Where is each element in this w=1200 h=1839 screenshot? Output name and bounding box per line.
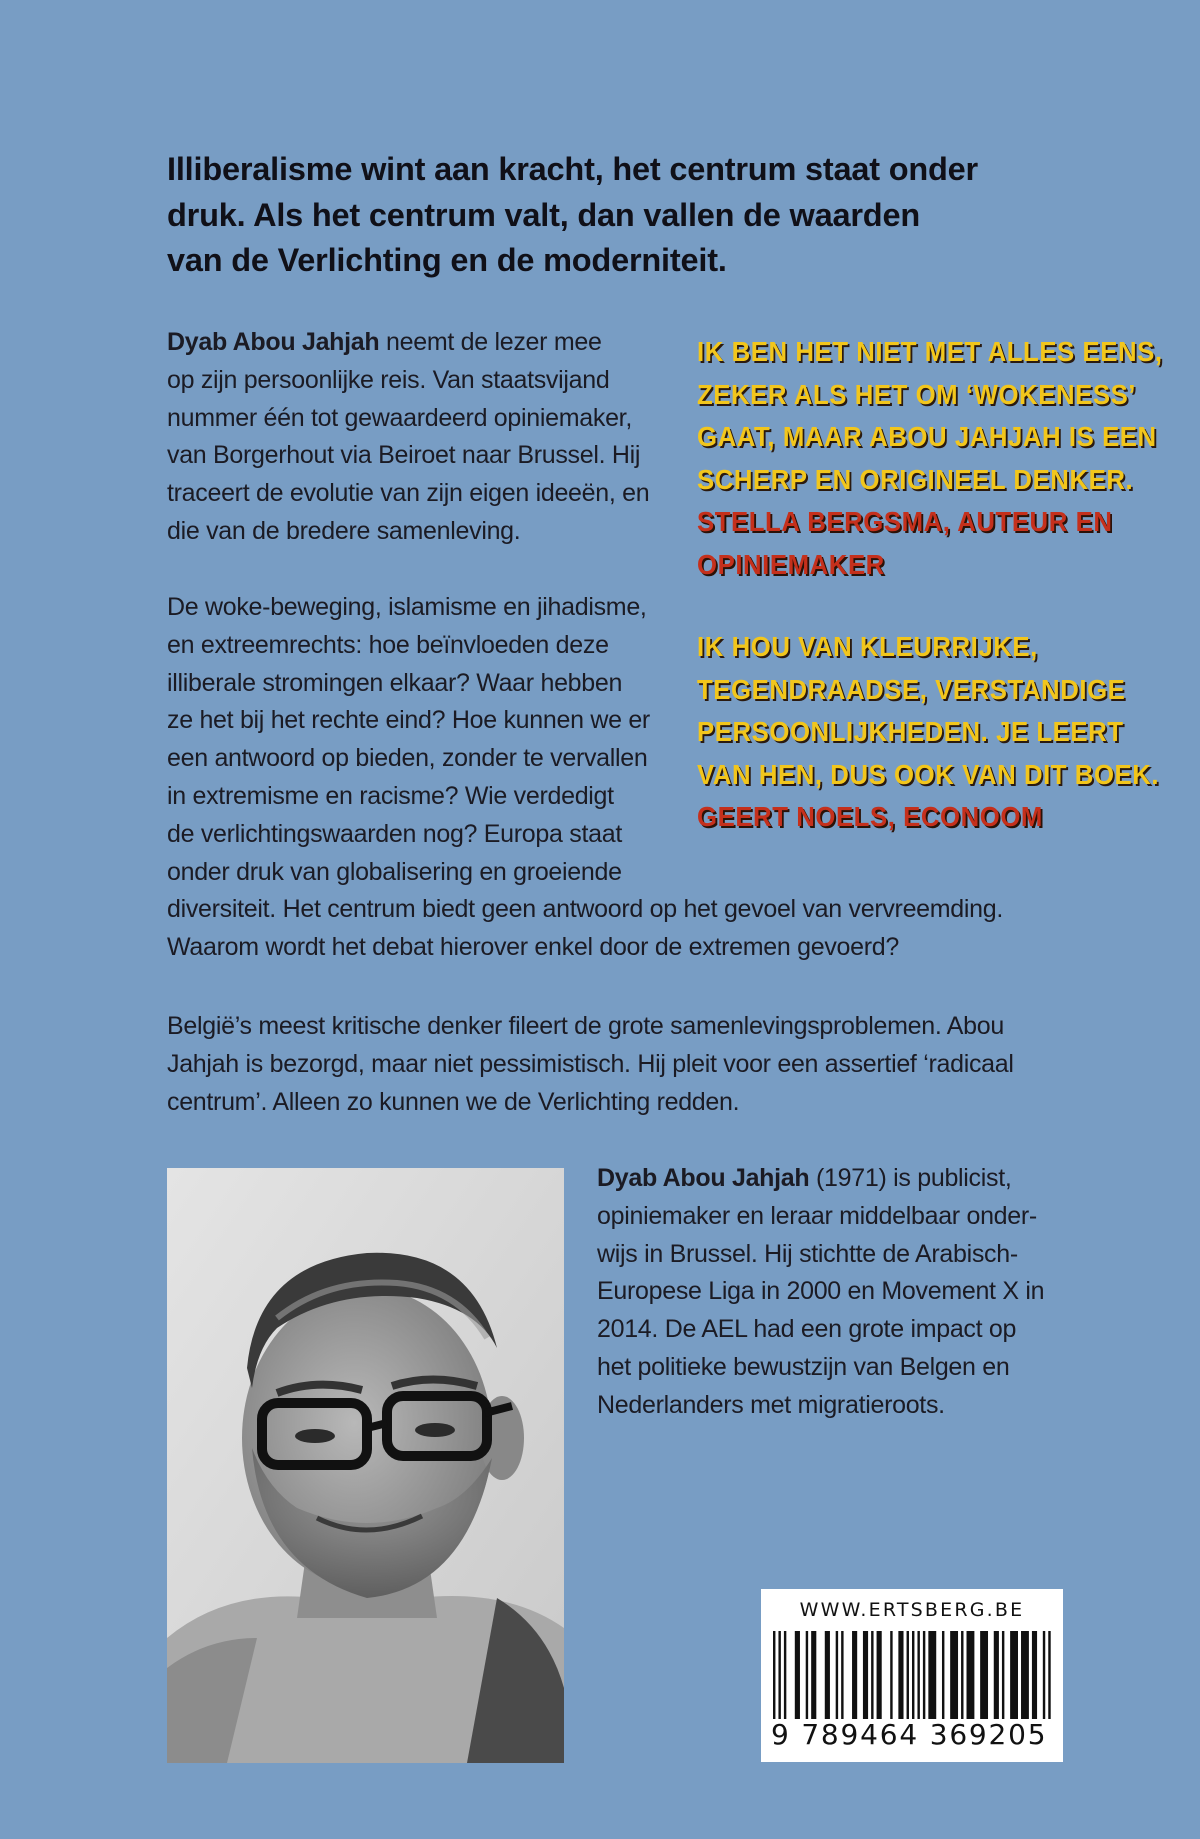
- quote-line: IK HOU VAN KLEURRIJKE,: [697, 631, 1038, 662]
- author-name: Dyab Abou Jahjah: [167, 328, 380, 356]
- second-paragraph-line: en extreemrechts: hoe beïnvloeden deze: [167, 630, 609, 659]
- barcode-bar: [898, 1631, 903, 1719]
- barcode-bar: [967, 1631, 975, 1719]
- headline: [167, 147, 1047, 284]
- barcode-bar: [877, 1631, 882, 1719]
- third-paragraph-line: centrum’. Alleen zo kunnen we de Verlichting redden.: [167, 1087, 740, 1116]
- barcode-bar: [917, 1631, 919, 1719]
- quote-line: TEGENDRAADSE, VERSTANDIGE: [697, 673, 1126, 705]
- barcode-bar: [795, 1631, 800, 1719]
- intro-line: nummer één tot gewaardeerd opiniemaker,: [167, 403, 632, 432]
- second-paragraph-line: ze het bij het rechte eind? Hoe kunnen we er: [167, 706, 650, 735]
- headline-line: druk. Als het centrum valt, dan vallen de waarden: [167, 196, 920, 233]
- barcode-bar: [852, 1631, 857, 1719]
- second-paragraph-line: onder druk van globalisering en groeiende: [167, 857, 622, 886]
- barcode-bar: [950, 1631, 958, 1719]
- barcode-bar: [961, 1631, 963, 1719]
- second-paragraph-line: diversiteit. Het centrum biedt geen antwoord op het gevoel van vervreemding.: [167, 895, 1004, 924]
- second-paragraph-line: een antwoord op bieden, zonder te vervallen: [167, 744, 648, 773]
- publisher-url: WWW.ERTSBERG.BE: [799, 1599, 1025, 1621]
- barcode-bar: [923, 1631, 925, 1719]
- barcode-bar: [863, 1631, 868, 1719]
- bio-author-name: Dyab Abou Jahjah: [597, 1164, 810, 1192]
- third-paragraph: [167, 1008, 1014, 1121]
- bio-line: 2014. De AEL had een grote impact op: [597, 1315, 1017, 1344]
- barcode-bar: [811, 1631, 816, 1719]
- author-bio: [597, 1160, 1044, 1425]
- barcode-bar: [806, 1631, 808, 1719]
- barcode-bar: [836, 1631, 838, 1719]
- barcode-bar: [778, 1631, 780, 1719]
- barcode-bar: [1021, 1631, 1029, 1719]
- headline-line: Illiberalisme wint aan kracht, het centrum staat onder: [167, 151, 978, 187]
- quote-line: VAN HEN, DUS OOK VAN DIT BOEK.: [697, 758, 1160, 790]
- headline-line: van de Verlichting en de moderniteit.: [167, 242, 727, 278]
- quote-attribution: STELLA BERGSMA, AUTEUR EN: [697, 506, 1113, 538]
- author-portrait-illustration: [167, 1168, 564, 1763]
- barcode-bar: [912, 1631, 914, 1719]
- intro-first-line-rest: neemt de lezer mee: [379, 328, 602, 356]
- isbn-digits: 9 789464 369205: [771, 1718, 1048, 1751]
- barcode-bar: [890, 1631, 892, 1719]
- bio-first-line-rest: (1971) is publicist,: [809, 1164, 1012, 1192]
- barcode-bar: [907, 1631, 909, 1719]
- quote-attribution: OPINIEMAKER: [697, 548, 885, 580]
- barcode-bar: [825, 1631, 830, 1719]
- author-photo: [167, 1168, 564, 1763]
- intro-line: op zijn persoonlijke reis. Van staatsvijand: [167, 365, 610, 394]
- barcode-bar: [773, 1631, 775, 1719]
- blurb-quote-1: [697, 331, 1163, 587]
- barcode-bars: [773, 1631, 1051, 1719]
- second-paragraph-line: De woke-beweging, islamisme en jihadisme,: [167, 593, 647, 621]
- second-paragraph-line: de verlichtingswaarden nog? Europa staat: [167, 819, 622, 848]
- barcode-bar: [784, 1631, 786, 1719]
- second-paragraph-line: illiberale stromingen elkaar? Waar hebben: [167, 668, 623, 697]
- isbn-barcode: [761, 1589, 1063, 1762]
- bio-line: wijs in Brussel. Hij stichtte de Arabisch-: [597, 1239, 1018, 1268]
- intro-line: traceert de evolutie van zijn eigen ideeën, en: [167, 479, 650, 508]
- barcode-bar: [1010, 1631, 1018, 1719]
- bio-first-line: [597, 1160, 1044, 1198]
- quote-line: GAAT, MAAR ABOU JAHJAH IS EEN: [697, 421, 1157, 453]
- third-paragraph-line: België’s meest kritische denker fileert de grote samenlevingsproblemen. Abou: [167, 1012, 1004, 1040]
- quote-line: ZEKER ALS HET OM ‘WOKENESS’: [697, 378, 1137, 410]
- bio-line: Nederlanders met migratieroots.: [597, 1390, 945, 1419]
- quote-line: PERSOONLIJKHEDEN. JE LEERT: [697, 716, 1124, 748]
- intro-first-line: [167, 324, 649, 362]
- quote-attribution: GEERT NOELS, ECONOOM: [697, 801, 1043, 833]
- barcode-bar: [942, 1631, 944, 1719]
- second-paragraph-line: Waarom wordt het debat hierover enkel door de extremen gevoerd?: [167, 933, 899, 962]
- barcode-bar: [1048, 1631, 1050, 1719]
- second-paragraph-line: in extremisme en racisme? Wie verdedigt: [167, 781, 614, 810]
- barcode-bar: [841, 1631, 843, 1719]
- barcode-bar: [928, 1631, 936, 1719]
- bio-line: Europese Liga in 2000 en Movement X in: [597, 1277, 1045, 1306]
- barcode-bar: [1002, 1631, 1004, 1719]
- barcode-bar: [1043, 1631, 1045, 1719]
- barcode-bar: [871, 1631, 873, 1719]
- quote-line: IK BEN HET NIET MET ALLES EENS,: [697, 336, 1163, 367]
- blurb-quote-2: [697, 626, 1159, 839]
- barcode-bar: [980, 1631, 988, 1719]
- intro-paragraph: [167, 324, 649, 551]
- quote-line: SCHERP EN ORIGINEEL DENKER.: [697, 463, 1134, 495]
- intro-line: die van de bredere samenleving.: [167, 516, 521, 545]
- bio-line: het politieke bewustzijn van Belgen en: [597, 1352, 1010, 1381]
- bio-line: opiniemaker en leraar middelbaar onder-: [597, 1201, 1037, 1230]
- intro-line: van Borgerhout via Beiroet naar Brussel. Hij: [167, 441, 641, 470]
- third-paragraph-line: Jahjah is bezorgd, maar niet pessimistisch. Hij pleit voor een assertief ‘radicaal: [167, 1049, 1014, 1078]
- barcode-bar: [1032, 1631, 1037, 1719]
- barcode-bar: [994, 1631, 999, 1719]
